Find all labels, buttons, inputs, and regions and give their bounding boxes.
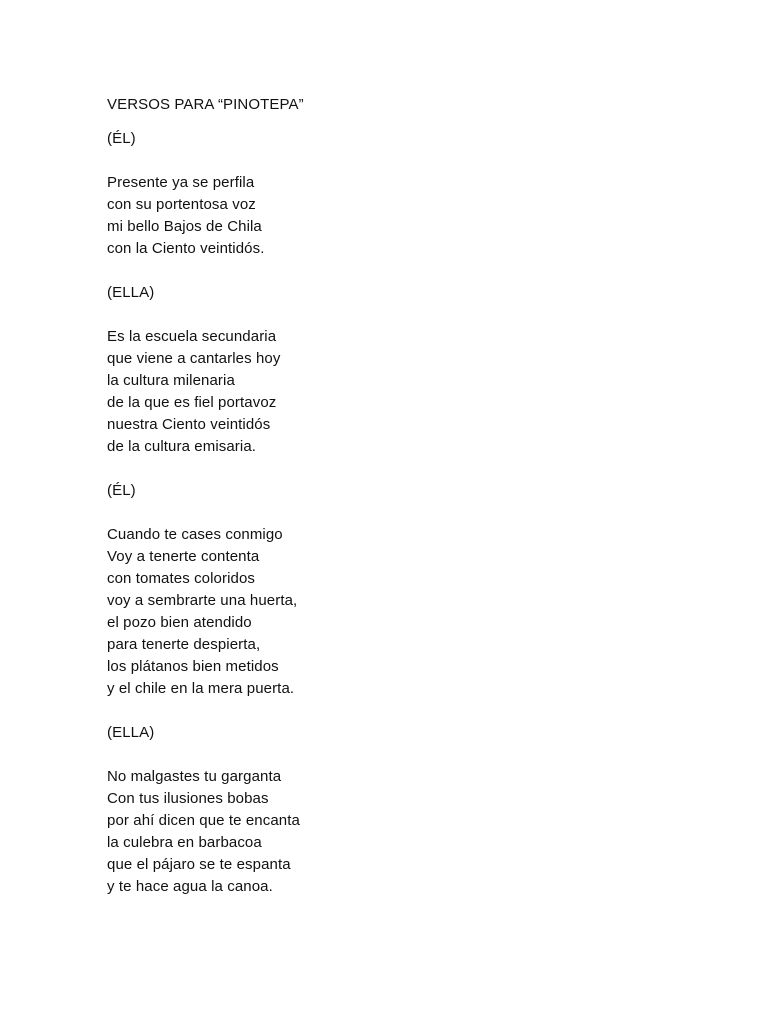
verse-line: por ahí dicen que te encanta [107, 812, 300, 829]
verse-line: que viene a cantarles hoy [107, 350, 281, 367]
verse-line: los plátanos bien metidos [107, 658, 279, 675]
verse-section [107, 282, 707, 458]
verse-line: Cuando te cases conmigo [107, 526, 283, 543]
speaker-label: (ELLA) [107, 724, 155, 741]
stanza [107, 766, 707, 898]
document-title: VERSOS PARA “PINOTEPA” [107, 96, 304, 113]
verse-line: para tenerte despierta, [107, 636, 261, 653]
document-page [107, 94, 707, 920]
stanza [107, 326, 707, 458]
verse-line: la culebra en barbacoa [107, 834, 262, 851]
verse-line: y te hace agua la canoa. [107, 878, 273, 895]
verse-line: la cultura milenaria [107, 372, 235, 389]
speaker-label: (ELLA) [107, 284, 155, 301]
verse-line: Es la escuela secundaria [107, 328, 277, 345]
verse-line: con su portentosa voz [107, 196, 256, 213]
verse-line: nuestra Ciento veintidós [107, 416, 271, 433]
stanza [107, 172, 707, 260]
verse-line: con la Ciento veintidós. [107, 240, 265, 257]
verse-line: voy a sembrarte una huerta, [107, 592, 298, 609]
verse-line: Presente ya se perfila [107, 174, 255, 191]
verse-section [107, 480, 707, 700]
verse-line: con tomates coloridos [107, 570, 256, 587]
speaker-label: (ÉL) [107, 130, 136, 147]
verse-line: mi bello Bajos de Chila [107, 218, 262, 235]
verse-line: el pozo bien atendido [107, 614, 252, 631]
verse-section [107, 128, 707, 260]
verse-line: Voy a tenerte contenta [107, 548, 260, 565]
speaker-label: (ÉL) [107, 482, 136, 499]
verse-line: No malgastes tu garganta [107, 768, 282, 785]
verse-line: Con tus ilusiones bobas [107, 790, 269, 807]
verse-line: y el chile en la mera puerta. [107, 680, 295, 697]
verse-line: que el pájaro se te espanta [107, 856, 291, 873]
verse-section [107, 722, 707, 898]
stanza [107, 524, 707, 700]
verse-line: de la que es fiel portavoz [107, 394, 277, 411]
verse-line: de la cultura emisaria. [107, 438, 257, 455]
